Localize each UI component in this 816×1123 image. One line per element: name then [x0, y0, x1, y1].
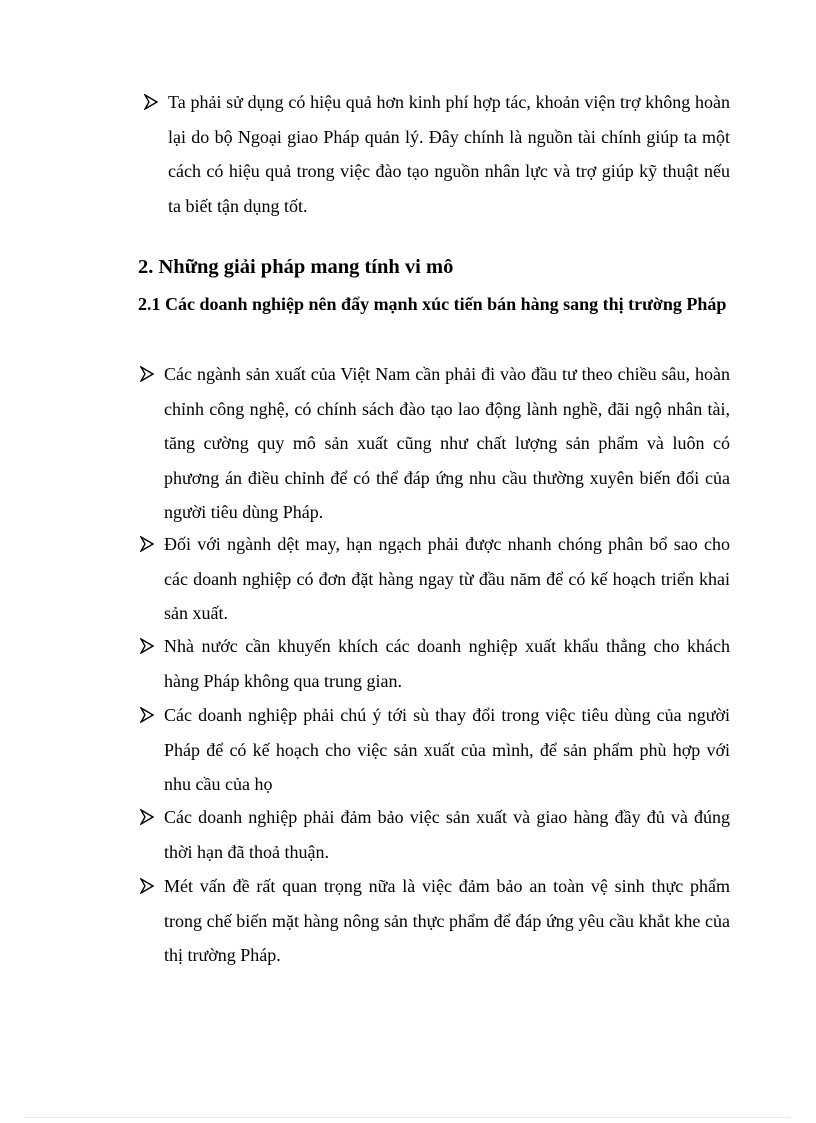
- arrow-bullet-icon: [140, 869, 158, 903]
- list-item-text: Ta phải sử dụng có hiệu quả hơn kinh phí hợp tác, khoản viện trợ không hoàn lại do bộ Ngoại giao Pháp quản lý. Đây chính là nguồn tài chính giúp ta một cách có hiệu quả trong việc đào tạo nguồn nhân lực và trợ giúp kỹ thuật nếu ta biết tận dụng tốt.: [168, 92, 730, 216]
- list-item: [164, 357, 730, 530]
- list-item-text: Các ngành sản xuất của Việt Nam cần phải đi vào đầu tư theo chiều sâu, hoàn chỉnh công nghệ, có chính sách đào tạo lao động lành nghề, đãi ngộ nhân tài, tăng cường quy mô sản xuất cũng như chất lượng sản phẩm và luôn có phương án điều chỉnh để có thể đáp ứng nhu cầu thường xuyên biến đổi của người tiêu dùng Pháp.: [164, 364, 730, 522]
- arrow-bullet-icon: [140, 698, 158, 732]
- list-item: [164, 869, 730, 973]
- arrow-bullet-icon: [144, 85, 162, 119]
- list-item-text: Các doanh nghiệp phải đảm bảo việc sản xuất và giao hàng đầy đủ và đúng thời hạn đã thoả thuận.: [164, 807, 730, 862]
- list-item-text: Nhà nước cần khuyến khích các doanh nghiệp xuất khẩu thẳng cho khách hàng Pháp không qua trung gian.: [164, 636, 730, 691]
- list-item-text: Mét vấn đề rất quan trọng nữa là việc đảm bảo an toàn vệ sinh thực phẩm trong chế biến mặt hàng nông sản thực phẩm để đáp ứng yêu cầu khắt khe của thị trường Pháp.: [164, 876, 730, 965]
- list-item-text: Đối với ngành dệt may, hạn ngạch phải được nhanh chóng phân bổ sao cho các doanh nghiệp có đơn đặt hàng ngay từ đầu năm để có kế hoạch triển khai sản xuất.: [164, 534, 730, 623]
- arrow-bullet-icon: [140, 527, 158, 561]
- list-item-text: Các doanh nghiệp phải chú ý tới sù thay đổi trong việc tiêu dùng của người Pháp để có kế hoạch cho việc sản xuất của mình, để sản phẩm phù hợp với nhu cầu của họ: [164, 705, 730, 794]
- subsection-heading-text: 2.1 Các doanh nghiệp nên đẩy mạnh xúc tiến bán hàng sang thị trường Pháp: [138, 294, 727, 314]
- arrow-bullet-icon: [140, 357, 158, 391]
- subsection-heading: [138, 287, 730, 322]
- page-bottom-divider: [26, 1117, 790, 1118]
- list-item: [164, 629, 730, 698]
- arrow-bullet-icon: [140, 800, 158, 834]
- arrow-bullet-icon: [140, 629, 158, 663]
- list-item: [164, 698, 730, 802]
- list-item: [164, 800, 730, 869]
- list-item: [164, 527, 730, 631]
- section-heading: 2. Những giải pháp mang tính vi mô: [138, 256, 454, 278]
- list-item: [168, 85, 730, 223]
